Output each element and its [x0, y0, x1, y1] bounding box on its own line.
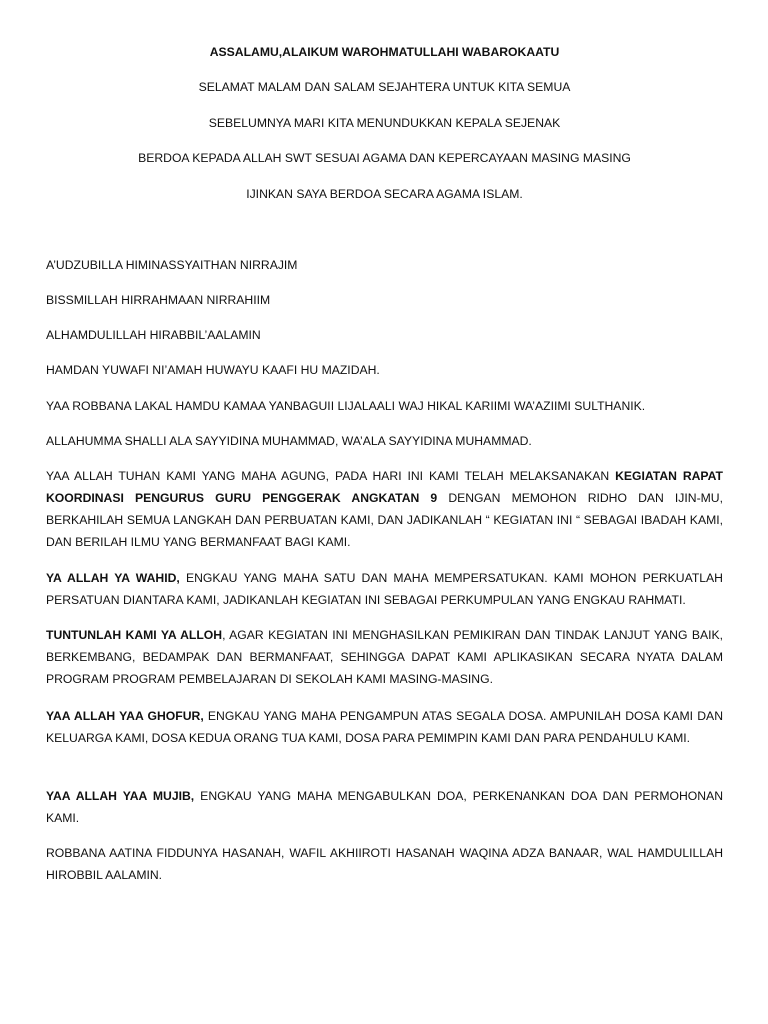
- prayer-paragraph-5: [46, 785, 723, 829]
- prayer-instruction-line: BERDOA KEPADA ALLAH SWT SESUAI AGAMA DAN KEPERCAYAAN MASING MASING: [138, 151, 631, 165]
- praise-line: HAMDAN YUWAFI NI’AMAH HUWAYU KAAFI HU MAZIDAH.: [46, 363, 380, 377]
- hamdalah-line: ALHAMDULILLAH HIRABBIL’AALAMIN: [46, 328, 261, 342]
- taawudz-line: A’UDZUBILLA HIMINASSYAITHAN NIRRAJIM: [46, 258, 298, 272]
- prayer-paragraph-3: [46, 624, 723, 690]
- prayer-1-event-name: KEGIATAN RAPAT KOORDINASI PENGURUS GURU PENGGERAK ANGKATAN 9: [46, 469, 723, 505]
- sholawat-line: ALLAHUMMA SHALLI ALA SAYYIDINA MUHAMMAD, WA’ALA SAYYIDINA MUHAMMAD.: [46, 434, 532, 448]
- prayer-4-heading: YAA ALLAH YAA GHOFUR,: [46, 709, 204, 723]
- prayer-2-text: ENGKAU YANG MAHA SATU DAN MAHA MEMPERSATUKAN. KAMI MOHON PERKUATLAH PERSATUAN DIANTARA KAMI, JADIKANLAH KEGIATAN INI SEBAGAI PERKUMPULAN YANG ENGKAU RAHMATI.: [46, 571, 723, 607]
- prayer-paragraph-2: [46, 567, 723, 611]
- prayer-1-rest: DENGAN MEMOHON RIDHO DAN IJIN-MU, BERKAHILAH SEMUA LANGKAH DAN PERBUATAN KAMI, DAN JADIKANLAH “ KEGIATAN INI “ SEBAGAI IBADAH KAMI, DAN BERILAH ILMU YANG BERMANFAAT BAGI KAMI.: [46, 491, 723, 549]
- prayer-3-heading: TUNTUNLAH KAMI YA ALLOH: [46, 628, 223, 642]
- prayer-1-intro: YAA ALLAH TUHAN KAMI YANG MAHA AGUNG, PADA HARI INI KAMI TELAH MELAKSANAKAN: [46, 469, 616, 483]
- prayer-paragraph-4: [46, 705, 723, 749]
- basmalah-line: BISSMILLAH HIRRAHMAAN NIRRAHIIM: [46, 293, 271, 307]
- prayer-2-heading: YA ALLAH YA WAHID,: [46, 571, 180, 585]
- greeting-line: SELAMAT MALAM DAN SALAM SEJAHTERA UNTUK KITA SEMUA: [198, 80, 571, 94]
- prayer-3-text: , AGAR KEGIATAN INI MENGHASILKAN PEMIKIRAN DAN TINDAK LANJUT YANG BAIK, BERKEMBANG, BEDAMPAK DAN BERMANFAAT, SEHINGGA DAPAT KAMI APLIKASIKAN SECARA NYATA DALAM PROGRAM PROGRAM PEMBELAJARAN DI SEKOLAH KAMI MASING-MASING.: [46, 628, 723, 686]
- prayer-5-heading: YAA ALLAH YAA MUJIB,: [46, 789, 195, 803]
- prayer-paragraph-1: [46, 465, 723, 553]
- prayer-4-text: ENGKAU YANG MAHA PENGAMPUN ATAS SEGALA DOSA. AMPUNILAH DOSA KAMI DAN KELUARGA KAMI, DOSA KEDUA ORANG TUA KAMI, DOSA PARA PEMIMPIN KAMI DAN PARA PENDAHULU KAMI.: [46, 709, 723, 745]
- robbana-praise-line: YAA ROBBANA LAKAL HAMDU KAMAA YANBAGUII LIJALAALI WAJ HIKAL KARIIMI WA’AZIIMI SULTHANIK.: [46, 399, 646, 413]
- greeting-title: ASSALAMU,ALAIKUM WAROHMATULLAHI WABAROKAATU: [209, 45, 560, 59]
- closing-paragraph: ROBBANA AATINA FIDDUNYA HASANAH, WAFIL AKHIIROTI HASANAH WAQINA ADZA BANAAR, WAL HAMDULILLAH HIROBBIL AALAMIN.: [46, 846, 723, 882]
- invitation-line: SEBELUMNYA MARI KITA MENUNDUKKAN KEPALA SEJENAK: [208, 116, 561, 130]
- islamic-prayer-intro: IJINKAN SAYA BERDOA SECARA AGAMA ISLAM.: [246, 187, 523, 201]
- prayer-5-text: ENGKAU YANG MAHA MENGABULKAN DOA, PERKENANKAN DOA DAN PERMOHONAN KAMI.: [46, 789, 724, 825]
